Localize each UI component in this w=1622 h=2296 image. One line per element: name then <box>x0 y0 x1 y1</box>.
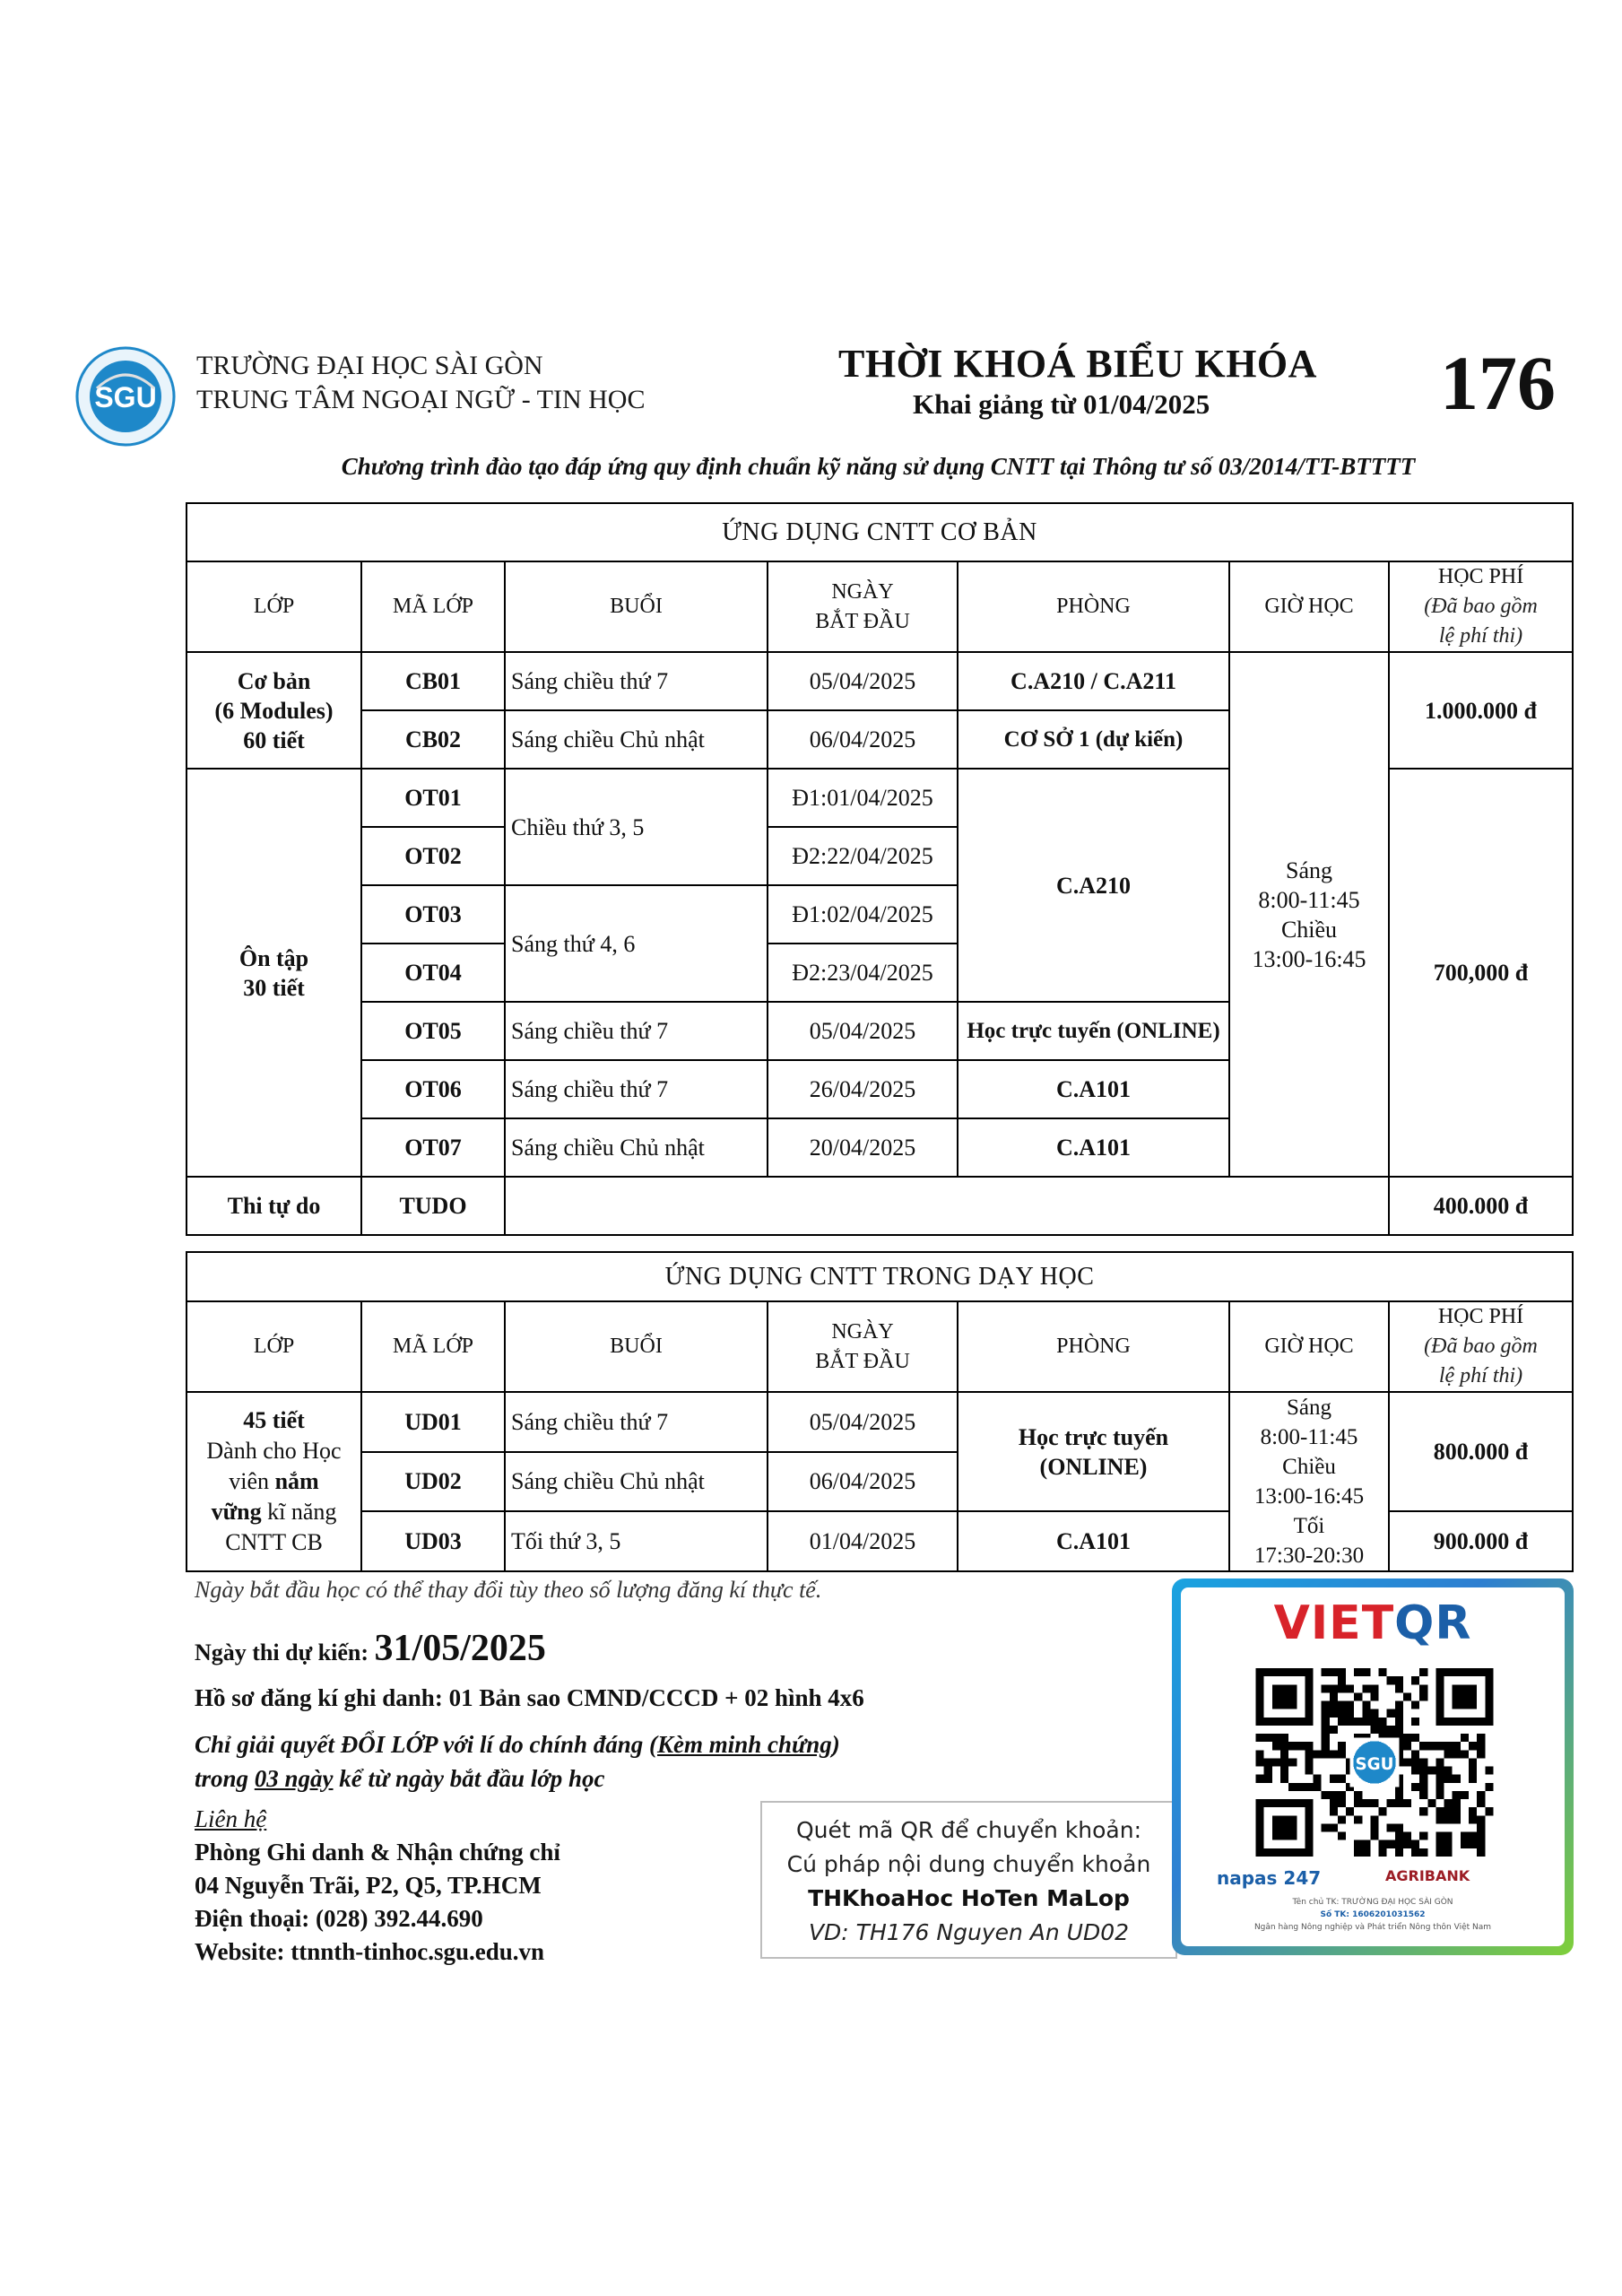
start-date-note: Ngày bắt đầu học có thể thay đổi tùy theo số lượng đăng kí thực tế. <box>195 1577 822 1603</box>
qr-line-2: Cú pháp nội dung chuyển khoản <box>786 1851 1151 1877</box>
fee-on-tap: 700,000 đ <box>1389 769 1573 1177</box>
class-code: CB01 <box>361 652 505 710</box>
start-date: Đ2:23/04/2025 <box>768 944 958 1002</box>
session: Sáng chiều thứ 7 <box>505 1002 768 1060</box>
start-date: Đ1:02/04/2025 <box>768 885 958 944</box>
room: C.A210 / C.A211 <box>958 652 1229 710</box>
start-date: Đ1:01/04/2025 <box>768 769 958 827</box>
session: Chiều thứ 3, 5 <box>505 769 768 885</box>
session: Tối thứ 3, 5 <box>505 1511 768 1571</box>
logo-text: SGU <box>94 381 157 413</box>
col-header-ngay: NGÀY BẮT ĐẦU <box>768 1301 958 1392</box>
col-header-lop: LỚP <box>186 561 361 652</box>
room: C.A101 <box>958 1511 1229 1571</box>
class-code: OT01 <box>361 769 505 827</box>
sgu-logo <box>70 344 192 449</box>
start-date: 05/04/2025 <box>768 1002 958 1060</box>
class-group-on-tap: Ôn tập 30 tiết <box>186 769 361 1177</box>
session: Sáng chiều Chủ nhật <box>505 1118 768 1177</box>
class-code: TUDO <box>361 1177 505 1235</box>
col-header-ma-lop: MÃ LỚP <box>361 561 505 652</box>
col-header-hoc-phi: HỌC PHÍ (Đã bao gồm lệ phí thi) <box>1389 1301 1573 1392</box>
col-header-gio: GIỜ HỌC <box>1229 1301 1389 1392</box>
qr-line-1: Quét mã QR để chuyển khoản: <box>795 1817 1142 1843</box>
course-number: 176 <box>1440 340 1556 426</box>
fee-ud03: 900.000 đ <box>1389 1511 1573 1571</box>
session: Sáng chiều thứ 7 <box>505 652 768 710</box>
class-change-policy: Chỉ giải quyết ĐỔI LỚP với lí do chính đáng (Kèm minh chứng) <box>195 1731 840 1758</box>
fee-co-ban: 1.000.000 đ <box>1389 652 1573 769</box>
qr-syntax: THKhoaHoc HoTen MaLop <box>808 1885 1130 1911</box>
table-row <box>186 1177 1573 1235</box>
section-title-teaching: ỨNG DỤNG CNTT TRONG DẠY HỌC <box>186 1252 1573 1301</box>
schedule-table-basic <box>186 502 1574 1236</box>
class-group-teaching: 45 tiết Dành cho Học viên nắm vững kĩ năng CNTT CB <box>186 1392 361 1571</box>
registration-documents: Hồ sơ đăng kí ghi danh: 01 Bản sao CMND/CCCD + 02 hình 4x6 <box>195 1684 864 1711</box>
class-code: OT06 <box>361 1060 505 1118</box>
start-date: 05/04/2025 <box>768 1392 958 1452</box>
section-title-basic: ỨNG DỤNG CNTT CƠ BẢN <box>186 503 1573 561</box>
contact-website[interactable]: Website: ttnnth-tinhoc.sgu.edu.vn <box>195 1938 545 1965</box>
class-code: UD02 <box>361 1452 505 1512</box>
napas-logo: napas 247 <box>1217 1867 1322 1889</box>
fee-ud01-ud02: 800.000 đ <box>1389 1392 1573 1511</box>
class-group-thi-tu-do: Thi tự do <box>186 1177 361 1235</box>
class-code: OT04 <box>361 944 505 1002</box>
session: Sáng chiều thứ 7 <box>505 1060 768 1118</box>
start-date: Đ2:22/04/2025 <box>768 827 958 885</box>
col-header-buoi: BUỔI <box>505 1301 768 1392</box>
program-note: Chương trình đào tạo đáp ứng quy định chuẩn kỹ năng sử dụng CNTT tại Thông tư số 03/2014/TT-BTTTT <box>341 453 1416 480</box>
contact-office: Phòng Ghi danh & Nhận chứng chỉ <box>195 1839 560 1866</box>
col-header-ngay: NGÀY BẮT ĐẦU <box>768 561 958 652</box>
class-code: OT07 <box>361 1118 505 1177</box>
bank-name: Ngân hàng Nông nghiệp và Phát triển Nông thôn Việt Nam <box>1253 1923 1492 1932</box>
contact-phone: Điện thoại: (028) 392.44.690 <box>195 1905 483 1932</box>
table-row <box>186 1392 1573 1452</box>
study-hours: Sáng 8:00-11:45 Chiều 13:00-16:45 <box>1229 652 1389 1177</box>
qr-code-image[interactable] <box>1254 1668 1495 1857</box>
class-code: UD01 <box>361 1392 505 1452</box>
contact-heading: Liên hệ <box>195 1805 267 1832</box>
class-code: OT03 <box>361 885 505 944</box>
exam-date: 31/05/2025 <box>374 1628 546 1669</box>
session: Sáng thứ 4, 6 <box>505 885 768 1002</box>
session: Sáng chiều Chủ nhật <box>505 1452 768 1512</box>
room: C.A101 <box>958 1118 1229 1177</box>
study-hours: Sáng 8:00-11:45 Chiều 13:00-16:45 Tối 17:30-20:30 <box>1229 1392 1389 1571</box>
class-code: OT02 <box>361 827 505 885</box>
qr-example: VD: TH176 Nguyen An UD02 <box>808 1919 1130 1945</box>
school-name: TRƯỜNG ĐẠI HỌC SÀI GÒN <box>196 351 543 380</box>
start-date: 06/04/2025 <box>768 1452 958 1512</box>
room: Học trực tuyến (ONLINE) <box>958 1392 1229 1511</box>
room: C.A101 <box>958 1060 1229 1118</box>
col-header-phong: PHÒNG <box>958 561 1229 652</box>
account-number: Số TK: 1606201031562 <box>1320 1910 1426 1919</box>
class-group-co-ban: Cơ bản (6 Modules) 60 tiết <box>186 652 361 769</box>
room: Học trực tuyến (ONLINE) <box>958 1002 1229 1060</box>
start-date: 20/04/2025 <box>768 1118 958 1177</box>
start-date: 06/04/2025 <box>768 710 958 769</box>
empty-cell <box>505 1177 1389 1235</box>
qr-instructions <box>760 1801 1177 1959</box>
start-date: 01/04/2025 <box>768 1511 958 1571</box>
exam-line <box>195 1627 546 1670</box>
class-code: OT05 <box>361 1002 505 1060</box>
col-header-gio: GIỜ HỌC <box>1229 561 1389 652</box>
room: C.A210 <box>958 769 1229 1002</box>
col-header-ma-lop: MÃ LỚP <box>361 1301 505 1392</box>
page-subtitle: Khai giảng từ 01/04/2025 <box>913 388 1210 420</box>
fee-thi-tu-do: 400.000 đ <box>1389 1177 1573 1235</box>
col-header-lop: LỚP <box>186 1301 361 1392</box>
col-header-buoi: BUỔI <box>505 561 768 652</box>
class-code: UD03 <box>361 1511 505 1571</box>
qr-center-logo: SGU <box>1355 1755 1394 1775</box>
start-date: 26/04/2025 <box>768 1060 958 1118</box>
center-name: TRUNG TÂM NGOẠI NGỮ - TIN HỌC <box>196 385 646 414</box>
col-header-phong: PHÒNG <box>958 1301 1229 1392</box>
room: CƠ SỞ 1 (dự kiến) <box>958 710 1229 769</box>
session: Sáng chiều thứ 7 <box>505 1392 768 1452</box>
table-row <box>186 652 1573 710</box>
agribank-logo: AGRIBANK <box>1385 1867 1470 1884</box>
contact-address: 04 Nguyễn Trãi, P2, Q5, TP.HCM <box>195 1872 542 1899</box>
account-name: Tên chủ TK: TRƯỜNG ĐẠI HỌC SÀI GÒN <box>1292 1898 1453 1907</box>
col-header-hoc-phi: HỌC PHÍ (Đã bao gồm lệ phí thi) <box>1389 561 1573 652</box>
start-date: 05/04/2025 <box>768 652 958 710</box>
class-code: CB02 <box>361 710 505 769</box>
exam-label: Ngày thi dự kiến: <box>195 1639 375 1665</box>
vietqr-card[interactable] <box>1172 1578 1574 1955</box>
vietqr-logo: VIETQR <box>1273 1596 1472 1650</box>
schedule-table-teaching <box>186 1251 1574 1572</box>
class-change-deadline: trong 03 ngày kể từ ngày bắt đầu lớp học <box>195 1765 605 1792</box>
session: Sáng chiều Chủ nhật <box>505 710 768 769</box>
page-title: THỜI KHOÁ BIỂU KHÓA <box>838 342 1317 386</box>
